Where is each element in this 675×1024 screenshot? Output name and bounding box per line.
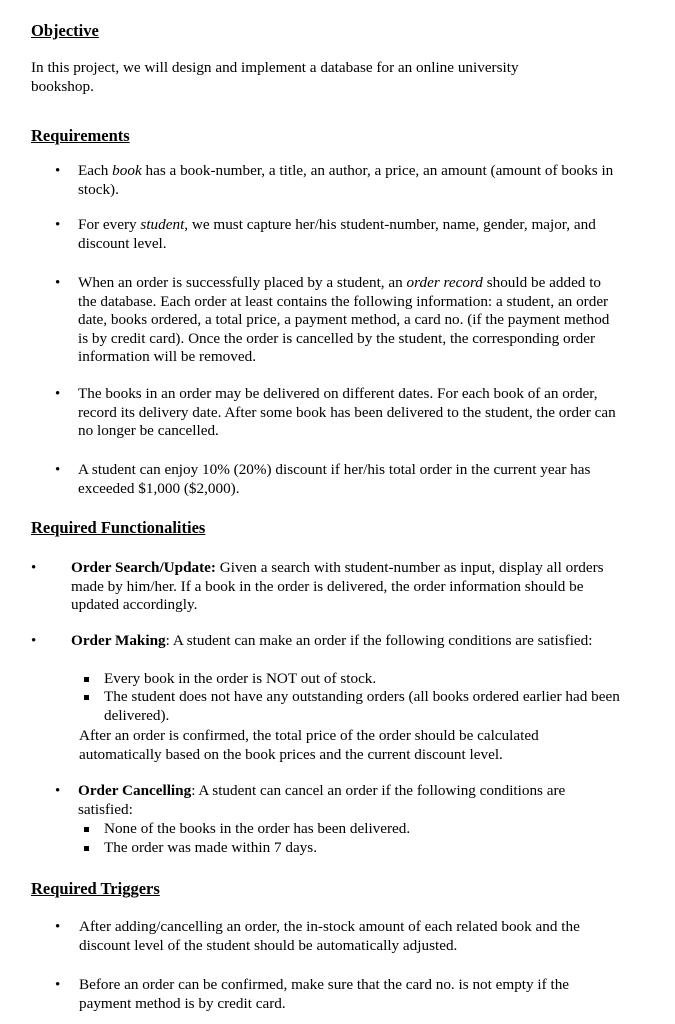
objective-heading: Objective (31, 21, 99, 40)
requirement-text: For every student, we must capture her/his student-number, name, gender, major, and discount level. (78, 216, 596, 252)
bullet-icon: • (55, 462, 61, 478)
trigger-text: Before an order can be confirmed, make sure that the card no. is not empty if the payment method is by credit card. (79, 976, 570, 1012)
bullet-icon: • (55, 919, 61, 935)
condition-text: None of the books in the order has been delivered. (104, 820, 411, 837)
objective-text: In this project, we will design and implement a database for an online university bookshop. (31, 59, 519, 95)
bullet-icon: • (55, 217, 61, 233)
bullet-icon: • (55, 163, 61, 179)
bullet-icon: • (55, 275, 61, 291)
condition-text: The student does not have any outstanding orders (all books ordered earlier had been delivered). (104, 688, 620, 724)
square-bullet-icon (84, 677, 89, 682)
requirement-text: When an order is successfully placed by a student, an order record should be added to the database. Each order at least contains the following information: a student, an order date, books ordered, a total price, a payment method, a card no. (if the payment method is by credit card). Once the order is cancelled by the student, the corresponding order information will be removed. (78, 274, 610, 366)
bullet-icon: • (31, 633, 37, 649)
requirement-text: The books in an order may be delivered on different dates. For each book of an order, record its delivery date. After some book has been delivered to the student, the order can no longer be cancelled. (78, 385, 616, 440)
trigger-text: After adding/cancelling an order, the in-stock amount of each related book and the discount level of the student should be automatically adjusted. (79, 918, 580, 954)
bullet-icon: • (55, 386, 61, 402)
functionality-text: Order Making: A student can make an order if the following conditions are satisfied: (71, 632, 593, 649)
bullet-icon: • (55, 977, 61, 993)
functionality-text: Order Cancelling: A student can cancel an order if the following conditions are satisfied: (78, 782, 566, 818)
square-bullet-icon (84, 695, 89, 700)
requirement-text: Each book has a book-number, a title, an author, a price, an amount (amount of books in stock). (78, 162, 614, 198)
square-bullet-icon (84, 846, 89, 851)
condition-text: The order was made within 7 days. (104, 839, 317, 856)
bullet-icon: • (55, 783, 61, 799)
square-bullet-icon (84, 827, 89, 832)
requirements-heading: Requirements (31, 126, 130, 145)
requirement-text: A student can enjoy 10% (20%) discount if her/his total order in the current year has exceeded $1,000 ($2,000). (78, 461, 591, 497)
functionalities-heading: Required Functionalities (31, 518, 206, 537)
bullet-icon: • (31, 560, 37, 576)
functionality-text: Order Search/Update: Given a search with student-number as input, display all orders made by him/her. If a book in the order is delivered, the order information should be updated accordingly. (71, 559, 604, 614)
condition-text: Every book in the order is NOT out of stock. (104, 670, 377, 687)
triggers-heading: Required Triggers (31, 879, 160, 898)
functionality-text: After an order is confirmed, the total price of the order should be calculated automatically based on the book prices and the current discount level. (79, 727, 539, 763)
